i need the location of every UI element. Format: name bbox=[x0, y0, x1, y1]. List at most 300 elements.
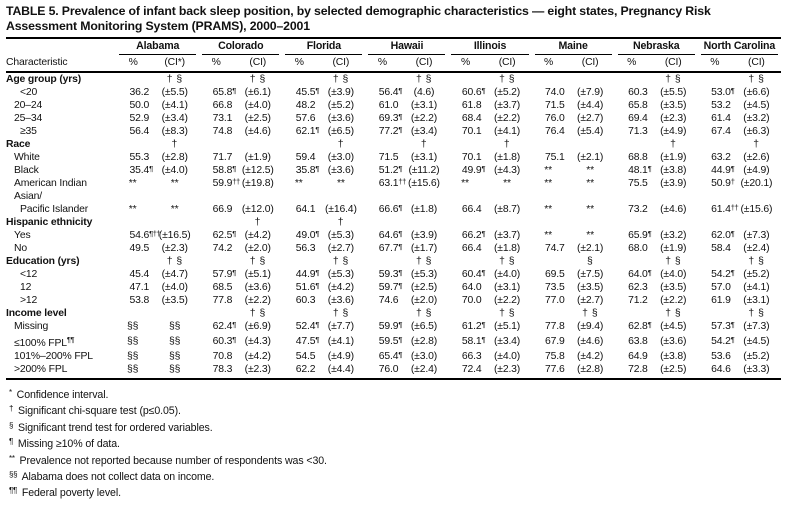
row-label: Hispanic ethnicity bbox=[6, 217, 93, 228]
pct-cell: 60.4 ¶ bbox=[461, 267, 486, 280]
pct-cell: 63.8 bbox=[628, 336, 648, 347]
pct-cell: 47.1 bbox=[129, 282, 150, 293]
state-name: Illinois bbox=[451, 40, 528, 55]
ci-cell: (±3.7) bbox=[493, 230, 521, 241]
pct-cell: ** bbox=[544, 230, 552, 241]
table-row bbox=[6, 281, 781, 294]
pct-cell: 57.3 ¶ bbox=[711, 319, 735, 332]
column-header-row bbox=[6, 55, 781, 72]
pct-cell: 66.4 bbox=[461, 243, 482, 254]
pct-cell: 60.3 bbox=[295, 295, 316, 306]
table-row bbox=[6, 363, 781, 379]
pct-cell: 71.2 bbox=[628, 295, 648, 306]
pct-cell: 61.8 bbox=[461, 100, 482, 111]
state-name: Florida bbox=[285, 40, 362, 55]
empty-cell bbox=[282, 255, 316, 268]
title-rule bbox=[6, 37, 781, 39]
prams-table bbox=[6, 40, 781, 380]
significance-marker: † bbox=[753, 139, 760, 150]
footnote-marker: ¶ bbox=[730, 267, 735, 277]
empty-cell bbox=[199, 216, 233, 229]
empty-cell bbox=[698, 138, 732, 151]
pct-cell: 72.4 bbox=[448, 363, 482, 379]
pct-cell: 69.4 bbox=[628, 113, 648, 124]
ci-cell: (±5.2) bbox=[743, 351, 770, 362]
pct-cell: 69.3 ¶ bbox=[378, 111, 403, 124]
pct-cell: 77.2 ¶ bbox=[378, 124, 403, 137]
ci-cell: (±2.4) bbox=[743, 243, 770, 254]
pct-cell: 62.3 bbox=[628, 282, 648, 293]
footnote-marker: ¶ bbox=[315, 85, 319, 95]
ci-cell: (±3.3) bbox=[732, 363, 781, 379]
ci-cell: (±3.9) bbox=[410, 230, 438, 241]
pct-cell: 76.0 bbox=[365, 363, 399, 379]
row-label: 101%–200% FPL bbox=[14, 351, 93, 362]
table-row bbox=[6, 307, 781, 320]
ci-cell: (±4.0) bbox=[493, 269, 521, 280]
table-row bbox=[6, 268, 781, 281]
footnote-marker: ¶ bbox=[730, 85, 735, 95]
pct-cell: 71.5 bbox=[378, 152, 399, 163]
significance-marker: † § bbox=[499, 308, 516, 319]
table-row bbox=[6, 320, 781, 333]
significance-marker: † bbox=[337, 139, 344, 150]
ci-cell: (±3.5) bbox=[660, 282, 687, 293]
row-label: 12 bbox=[20, 282, 32, 293]
row-label: Income level bbox=[6, 308, 67, 319]
ci-cell: (±2.2) bbox=[660, 295, 687, 306]
ci-cell: (±6.9) bbox=[244, 321, 271, 332]
state-name: Maine bbox=[535, 40, 612, 55]
pct-cell: 53.8 bbox=[129, 295, 150, 306]
empty-cell bbox=[698, 72, 732, 86]
pct-cell: 65.4 ¶ bbox=[378, 349, 403, 362]
footnote-symbol: §§ bbox=[9, 470, 18, 480]
pct-cell: 71.3 bbox=[628, 126, 648, 137]
ci-cell: (±3.0) bbox=[410, 351, 438, 362]
pct-cell: 77.6 bbox=[532, 363, 566, 379]
pct-cell: 64.6 ¶ bbox=[378, 228, 403, 241]
state-name: Nebraska bbox=[618, 40, 695, 55]
pct-cell: 70.1 bbox=[461, 126, 482, 137]
table-row bbox=[6, 112, 781, 125]
footnote: ¶¶ Federal poverty level. bbox=[9, 486, 121, 500]
pct-cell: 48.1 ¶ bbox=[628, 163, 652, 176]
table-row bbox=[6, 86, 781, 99]
significance-marker bbox=[649, 216, 698, 229]
ci-cell: (±3.5) bbox=[161, 295, 188, 306]
footnote: † Significant chi-square test (p≤0.05). bbox=[9, 404, 181, 418]
significance-marker: † § bbox=[166, 74, 183, 85]
row-label: Race bbox=[6, 139, 31, 150]
pct-cell: 50.0 bbox=[129, 100, 150, 111]
pct-cell: 64.0 ¶ bbox=[628, 267, 652, 280]
pct-header: % bbox=[532, 55, 566, 72]
empty-cell bbox=[199, 72, 233, 86]
ci-header: (CI) bbox=[316, 55, 365, 72]
significance-marker bbox=[233, 138, 282, 151]
significance-marker: † § bbox=[665, 74, 682, 85]
pct-cell: 75.1 bbox=[544, 152, 565, 163]
ci-cell: (±2.7) bbox=[577, 113, 604, 124]
state-header-maine bbox=[532, 40, 615, 55]
ci-cell: (±4.5) bbox=[743, 100, 770, 111]
ci-cell: (±4.0) bbox=[161, 165, 188, 176]
significance-marker: † § bbox=[332, 308, 349, 319]
pct-cell: 49.5 bbox=[129, 243, 150, 254]
ci-cell: (±2.2) bbox=[410, 113, 438, 124]
ci-cell: (±4.5) bbox=[743, 336, 770, 347]
footnote-marker: ¶ bbox=[398, 85, 403, 95]
significance-marker: † § bbox=[665, 308, 682, 319]
ci-cell: (±5.5) bbox=[161, 87, 188, 98]
pct-cell: 53.6 bbox=[711, 351, 731, 362]
ci-cell: ** bbox=[586, 178, 595, 189]
pct-header: % bbox=[116, 55, 150, 72]
pct-cell: 74.8 bbox=[212, 126, 233, 137]
empty-cell bbox=[615, 307, 649, 320]
pct-cell: 68.8 bbox=[628, 152, 648, 163]
pct-cell: 77.8 bbox=[212, 295, 233, 306]
label-footnote-marker: ¶¶ bbox=[66, 335, 75, 344]
pct-cell: 61.0 bbox=[378, 100, 399, 111]
significance-marker: † § bbox=[748, 74, 765, 85]
ci-cell: (±3.8) bbox=[660, 351, 687, 362]
ci-cell: (±3.4) bbox=[410, 126, 438, 137]
ci-cell: (±4.1) bbox=[743, 282, 770, 293]
footnote-marker: ¶ bbox=[398, 349, 403, 359]
ci-cell: (±4.1) bbox=[493, 126, 521, 137]
footnote-marker: ¶ bbox=[315, 228, 319, 238]
ci-cell: (±3.5) bbox=[660, 100, 687, 111]
empty-cell bbox=[532, 138, 566, 151]
ci-cell: (±16.5) bbox=[158, 230, 191, 241]
footnote-marker: † bbox=[730, 176, 735, 186]
pct-cell: 58.8 ¶ bbox=[212, 163, 236, 176]
row-label: <20 bbox=[20, 87, 38, 98]
footnote-marker: ¶ bbox=[730, 163, 735, 173]
pct-cell: 53.0 ¶ bbox=[711, 85, 735, 98]
ci-header: (CI) bbox=[233, 55, 282, 72]
ci-cell: (±1.9) bbox=[244, 152, 271, 163]
pct-cell: 64.6 bbox=[698, 363, 732, 379]
ci-cell: (±4.3) bbox=[493, 165, 521, 176]
significance-marker bbox=[399, 216, 448, 229]
significance-marker bbox=[483, 216, 532, 229]
significance-marker: † bbox=[171, 139, 178, 150]
ci-cell: (±4.4) bbox=[577, 100, 604, 111]
ci-cell: ** bbox=[503, 178, 511, 189]
ci-cell: (±4.2) bbox=[244, 351, 271, 362]
ci-cell: (±6.3) bbox=[743, 126, 770, 137]
ci-cell: (±3.2) bbox=[660, 230, 687, 241]
ci-cell: (±4.9) bbox=[660, 126, 687, 137]
pct-cell: 53.2 bbox=[711, 100, 731, 111]
pct-cell: ** bbox=[461, 178, 469, 189]
pct-cell: 58.4 bbox=[711, 243, 731, 254]
empty-cell bbox=[448, 216, 482, 229]
pct-cell: 66.6 ¶ bbox=[378, 202, 403, 215]
pct-cell: 66.8 bbox=[212, 100, 233, 111]
footnote-marker: ¶ bbox=[149, 163, 153, 173]
empty-cell bbox=[365, 216, 399, 229]
significance-marker: † § bbox=[748, 308, 765, 319]
footnote-marker: ¶ bbox=[647, 163, 652, 173]
footnote-marker: ¶ bbox=[398, 202, 403, 212]
empty-cell bbox=[698, 307, 732, 320]
ci-cell: (±2.8) bbox=[161, 152, 188, 163]
ci-cell: (±3.6) bbox=[327, 113, 354, 124]
footnote-marker: ¶ bbox=[481, 163, 486, 173]
significance-marker: † § bbox=[499, 74, 516, 85]
pct-cell: 72.8 bbox=[615, 363, 649, 379]
footnote-marker: ¶ bbox=[315, 163, 319, 173]
empty-cell bbox=[116, 307, 150, 320]
pct-cell: 62.4 ¶ bbox=[212, 319, 236, 332]
footnote-marker: ¶ bbox=[647, 228, 652, 238]
footnote-marker: ¶ bbox=[315, 280, 319, 290]
pct-cell: 62.0 ¶ bbox=[711, 228, 735, 241]
ci-cell: (±2.3) bbox=[660, 113, 687, 124]
empty-cell bbox=[448, 138, 482, 151]
table-row bbox=[6, 216, 781, 229]
table-row bbox=[6, 125, 781, 138]
ci-cell: (±2.5) bbox=[410, 282, 438, 293]
state-name: Colorado bbox=[202, 40, 279, 55]
empty-cell bbox=[199, 307, 233, 320]
pct-cell: 66.3 bbox=[461, 351, 482, 362]
significance-marker: † § bbox=[249, 74, 266, 85]
ci-cell: (±1.9) bbox=[660, 152, 687, 163]
table-body bbox=[6, 72, 781, 379]
state-header-colorado bbox=[199, 40, 282, 55]
row-label: ≤100% FPL¶¶ bbox=[14, 335, 75, 349]
footnotes bbox=[6, 386, 781, 501]
significance-marker: † § bbox=[665, 256, 682, 267]
ci-cell: (±2.2) bbox=[493, 295, 521, 306]
footnote: * Confidence interval. bbox=[9, 388, 109, 401]
footnote-marker: ¶ bbox=[315, 334, 319, 344]
pct-cell: 60.3 bbox=[628, 87, 648, 98]
significance-marker: † bbox=[254, 217, 261, 228]
pct-cell: §§ bbox=[127, 351, 139, 362]
ci-cell: (±2.2) bbox=[493, 113, 521, 124]
footnote-marker: ¶ bbox=[730, 319, 735, 329]
footnote-marker: ¶ bbox=[647, 319, 652, 329]
footnote-symbol: ¶¶ bbox=[9, 486, 17, 496]
ci-cell: (±1.8) bbox=[493, 243, 521, 254]
footnote-marker: ¶ bbox=[398, 163, 403, 173]
pct-cell: 61.9 bbox=[711, 295, 731, 306]
pct-cell: 56.3 bbox=[295, 243, 316, 254]
footnote-marker: ¶ bbox=[481, 267, 486, 277]
ci-header: (CI) bbox=[483, 55, 532, 72]
ci-cell: (±2.0) bbox=[410, 295, 438, 306]
pct-cell: 59.5 ¶ bbox=[378, 334, 403, 347]
pct-cell: 44.9 ¶ bbox=[295, 267, 319, 280]
ci-cell: (±4.1) bbox=[327, 336, 354, 347]
table-title: TABLE 5. Prevalence of infant back sleep position, by selected demographic characteristics — eight states, Pregnancy Risk Assessment Monitoring System (PRAMS), 2000–2001 bbox=[6, 4, 711, 33]
ci-cell: (±2.3) bbox=[483, 363, 532, 379]
ci-cell: (±3.9) bbox=[327, 87, 354, 98]
ci-header: (CI) bbox=[566, 55, 615, 72]
pct-cell: 59.4 bbox=[295, 152, 316, 163]
pct-cell: 52.9 bbox=[129, 113, 150, 124]
table-row bbox=[6, 164, 781, 177]
pct-header: % bbox=[282, 55, 316, 72]
ci-cell: (±2.6) bbox=[743, 152, 770, 163]
pct-cell: 71.7 bbox=[212, 152, 233, 163]
pct-cell: 68.5 bbox=[212, 282, 233, 293]
ci-cell: (±6.5) bbox=[327, 126, 354, 137]
ci-cell: (±4.0) bbox=[161, 282, 188, 293]
pct-cell: 75.5 bbox=[628, 178, 648, 189]
empty-cell bbox=[199, 255, 233, 268]
significance-marker bbox=[150, 307, 199, 320]
footnote-marker: ¶ bbox=[647, 267, 652, 277]
state-header-row bbox=[6, 40, 781, 55]
pct-cell: 68.0 bbox=[628, 243, 648, 254]
footnote: ¶ Missing ≥10% of data. bbox=[9, 437, 120, 451]
table-row bbox=[6, 190, 781, 203]
significance-marker: † § bbox=[332, 74, 349, 85]
empty-cell bbox=[116, 255, 150, 268]
table-header bbox=[6, 40, 781, 72]
pct-cell: 62.2 bbox=[282, 363, 316, 379]
footnote-marker: ¶ bbox=[398, 124, 403, 134]
footnote-marker: ¶ bbox=[315, 267, 319, 277]
table-row bbox=[6, 151, 781, 164]
pct-cell: 47.5 ¶ bbox=[295, 334, 319, 347]
empty-cell bbox=[365, 138, 399, 151]
significance-marker bbox=[566, 216, 615, 229]
ci-cell: (±8.7) bbox=[493, 204, 521, 215]
pct-cell: 57.9 ¶ bbox=[212, 267, 236, 280]
footnote: §§ Alabama does not collect data on income. bbox=[9, 470, 215, 484]
row-label: Pacific Islander bbox=[20, 204, 89, 215]
ci-cell: (±9.4) bbox=[577, 321, 604, 332]
empty-cell bbox=[615, 72, 649, 86]
ci-cell: (±15.6) bbox=[408, 178, 440, 189]
pct-cell: 35.4 ¶ bbox=[129, 163, 153, 176]
pct-cell: 54.6 ¶†† bbox=[129, 228, 161, 241]
empty-cell bbox=[199, 138, 233, 151]
pct-cell: 66.2 ¶ bbox=[461, 228, 486, 241]
pct-cell: 54.2 ¶ bbox=[711, 267, 735, 280]
pct-cell: 64.9 bbox=[628, 351, 648, 362]
pct-cell: 74.7 bbox=[544, 243, 565, 254]
pct-cell: 48.2 bbox=[295, 100, 316, 111]
ci-cell: (±2.7) bbox=[327, 243, 354, 254]
significance-marker: § bbox=[586, 256, 594, 267]
footnote-marker: ¶ bbox=[232, 319, 236, 329]
state-name: Hawaii bbox=[368, 40, 445, 55]
pct-cell: 69.5 bbox=[544, 269, 565, 280]
ci-cell: (±2.2) bbox=[244, 295, 271, 306]
ci-cell: (±19.8) bbox=[241, 178, 274, 189]
ci-cell: (4.6) bbox=[413, 87, 435, 98]
ci-header: (CI) bbox=[399, 55, 448, 72]
pct-cell: 59.7 ¶ bbox=[378, 280, 403, 293]
state-header-nebraska bbox=[615, 40, 698, 55]
ci-cell: ** bbox=[170, 178, 179, 189]
footnote-marker: ¶ bbox=[730, 228, 735, 238]
footnote-marker: ¶†† bbox=[149, 228, 161, 238]
pct-cell: 56.4 ¶ bbox=[378, 85, 403, 98]
ci-cell: ** bbox=[586, 230, 595, 241]
empty-cell bbox=[615, 255, 649, 268]
ci-cell: (±16.4) bbox=[324, 204, 357, 215]
pct-cell: 70.1 bbox=[461, 152, 482, 163]
pct-cell: 57.0 bbox=[711, 282, 731, 293]
significance-marker: † § bbox=[415, 74, 432, 85]
ci-cell: (±3.9) bbox=[660, 178, 687, 189]
table-row bbox=[6, 294, 781, 307]
row-label: Education (yrs) bbox=[6, 256, 80, 267]
ci-header: (CI*) bbox=[150, 55, 199, 72]
pct-cell: ** bbox=[294, 178, 303, 189]
ci-cell: (±3.4) bbox=[493, 336, 521, 347]
significance-marker: † § bbox=[249, 256, 266, 267]
empty-cell bbox=[116, 190, 781, 203]
table-row bbox=[6, 242, 781, 255]
ci-cell: (±1.8) bbox=[410, 204, 438, 215]
ci-cell: (±3.1) bbox=[743, 295, 770, 306]
table-row bbox=[6, 350, 781, 363]
pct-cell: §§ bbox=[116, 363, 150, 379]
pct-cell: 60.6 ¶ bbox=[461, 85, 486, 98]
ci-cell: (±2.8) bbox=[410, 336, 438, 347]
ci-cell: (±5.3) bbox=[327, 230, 354, 241]
pct-cell: 67.9 bbox=[544, 336, 565, 347]
row-label: Black bbox=[14, 165, 39, 176]
pct-cell: §§ bbox=[127, 336, 139, 347]
ci-cell: (±4.7) bbox=[161, 269, 188, 280]
ci-cell: (±5.1) bbox=[493, 321, 521, 332]
empty-cell bbox=[282, 72, 316, 86]
empty-cell bbox=[448, 307, 482, 320]
state-name: North Carolina bbox=[701, 40, 778, 55]
footnote-marker: ¶ bbox=[315, 124, 319, 134]
pct-cell: ** bbox=[544, 204, 552, 215]
footnote-marker: ¶ bbox=[232, 85, 236, 95]
ci-cell: (±2.3) bbox=[161, 243, 188, 254]
footnote-marker: †† bbox=[730, 202, 739, 212]
ci-cell: (±3.6) bbox=[244, 282, 271, 293]
footnote-marker: ¶ bbox=[315, 319, 319, 329]
pct-cell: 62.8 ¶ bbox=[628, 319, 652, 332]
ci-cell: (±4.9) bbox=[327, 351, 354, 362]
ci-cell: (±5.4) bbox=[577, 126, 604, 137]
footnote-marker: ¶ bbox=[232, 334, 236, 344]
pct-cell: 45.4 bbox=[129, 269, 150, 280]
row-label: >200% FPL bbox=[6, 363, 116, 379]
pct-cell: 67.4 bbox=[711, 126, 731, 137]
footnote-marker: ¶ bbox=[232, 163, 236, 173]
footnote-symbol: ¶ bbox=[9, 437, 13, 447]
table-row bbox=[6, 229, 781, 242]
ci-cell: (±12.0) bbox=[241, 204, 274, 215]
empty-cell bbox=[615, 138, 649, 151]
table-row bbox=[6, 99, 781, 112]
pct-cell: 61.4 bbox=[711, 113, 731, 124]
ci-cell: (±3.1) bbox=[493, 282, 521, 293]
row-label: Age group (yrs) bbox=[6, 74, 82, 85]
pct-cell: 57.6 bbox=[295, 113, 316, 124]
footnote-marker: ¶ bbox=[481, 85, 486, 95]
ci-header: (CI) bbox=[649, 55, 698, 72]
pct-cell: 54.5 bbox=[295, 351, 316, 362]
